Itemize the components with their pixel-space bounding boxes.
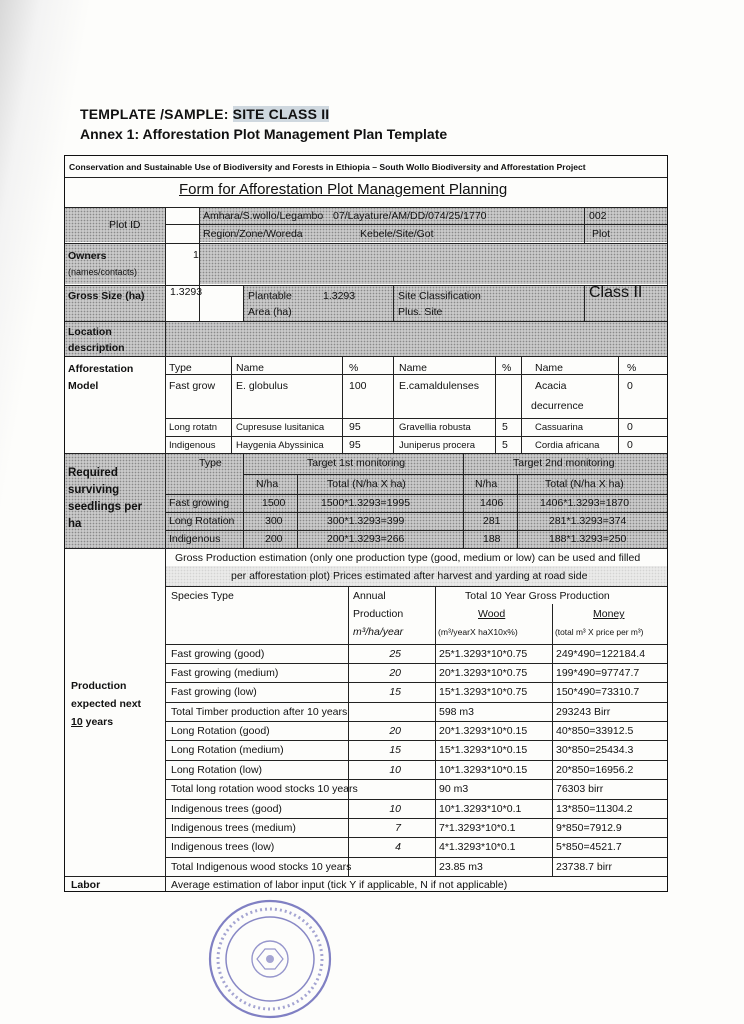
model-row-2-name-3: Cassuarina [535,422,584,433]
production-row-11-money: 5*850=4521.7 [556,841,622,853]
surviving-row-2-total-2: 281*1.3293=374 [549,515,627,527]
surviving-row-1-type: Fast growing [169,497,230,509]
model-row-1-type: Fast grow [169,380,216,392]
classification-label-1: Site Classification [398,290,481,302]
plot-id-label: Plot ID [109,219,141,231]
production-row-4-wood: 598 m3 [439,706,475,718]
production-row-2-money: 199*490=97747.7 [556,667,640,679]
model-row-3-pct-2: 5 [502,439,508,451]
model-row-1-name-3-cont: decurrence [531,400,584,412]
production-row-1-species: Fast growing (good) [171,648,265,660]
surviving-row-2-nha-2: 281 [483,515,501,527]
production-label-1: Production [71,680,127,692]
plantable-label-2: Area (ha) [248,306,292,318]
total-production-header: Total 10 Year Gross Production [465,590,610,602]
model-row-2-pct-3: 0 [627,421,633,433]
model-row-3-type: Indigenous [169,440,216,451]
afforestation-model-label-2: Model [68,380,99,392]
plot-number-label: Plot [592,228,611,240]
money-subheader: (total m³ X price per m³) [555,627,644,637]
production-row-6-annual: 15 [389,744,401,756]
production-row-10-species: Indigenous trees (medium) [171,822,296,834]
model-header-name-2: Name [399,362,428,374]
production-row-3-species: Fast growing (low) [171,686,257,698]
surviving-row-3-nha-1: 200 [265,533,283,545]
plot-management-form [64,155,668,892]
production-row-1-money: 249*490=122184.4 [556,648,646,660]
surviving-label-2: surviving [68,484,120,496]
target-1-nha-header: N/ha [256,478,279,490]
production-row-9-wood: 10*1.3293*10*0.1 [439,803,522,815]
model-row-2-name-1: Cupresuse lusitanica [236,422,325,433]
production-row-8-money: 76303 birr [556,783,604,795]
production-years-number: 10 [71,716,83,728]
heading-site-class: SITE CLASS II [232,106,330,122]
production-note-1: Gross Production estimation (only one production type (good, medium or low) can be used and filled [175,552,641,564]
surviving-row-2-nha-1: 300 [265,515,283,527]
location-value-shade [165,322,667,356]
surviving-row-3-total-1: 200*1.3293=266 [327,533,405,545]
production-row-9-money: 13*850=11304.2 [556,803,633,815]
model-header-pct-1: % [349,362,359,374]
annex-title: Annex 1: Afforestation Plot Management Plan Template [80,126,448,142]
labor-value: Average estimation of labor input (tick Y if applicable, N if not applicable) [171,879,508,891]
location-description-label-1: Location [68,326,112,338]
production-row-7-annual: 10 [389,764,401,776]
production-row-12-wood: 23.85 m3 [439,861,483,873]
model-row-2-name-2: Gravellia robusta [399,422,471,433]
model-row-1-pct-3: 0 [627,380,633,392]
production-row-5-annual: 20 [389,725,401,737]
model-row-1-name-1: E. globulus [236,380,288,392]
production-row-5-wood: 20*1.3293*10*0.15 [439,725,528,737]
production-row-10-wood: 7*1.3293*10*0.1 [439,822,516,834]
model-row-3-pct-3: 0 [627,439,633,451]
production-label-3 [71,716,113,729]
heading-prefix: TEMPLATE /SAMPLE: [80,106,233,122]
production-row-11-annual: 4 [395,841,401,853]
wood-subheader: (m³/yearX haX10x%) [438,627,518,637]
owners-label: Owners [68,250,107,262]
location-description-label-2: description [68,342,125,354]
surviving-row-3-total-2: 188*1.3293=250 [549,533,627,545]
production-row-6-money: 30*850=25434.3 [556,744,634,756]
model-row-1-name-2: E.camaldulenses [399,380,479,392]
production-row-12-species: Total Indigenous wood stocks 10 years [171,861,352,873]
production-row-6-species: Long Rotation (medium) [171,744,284,756]
official-seal-stamp [205,897,335,1022]
production-row-12-money: 23738.7 birr [556,861,613,873]
target-2-header: Target 2nd monitoring [513,457,615,469]
production-row-8-wood: 90 m3 [439,783,469,795]
plot-number-value: 002 [589,210,607,222]
target-2-nha-header: N/ha [475,478,498,490]
production-years-word: years [82,716,114,728]
production-row-7-wood: 10*1.3293*10*0.15 [439,764,528,776]
production-note-2: per afforestation plot) Prices estimated after harvest and yarding at road side [231,570,588,582]
surviving-row-1-nha-2: 1406 [480,497,504,509]
production-row-3-money: 150*490=73310.7 [556,686,640,698]
model-row-1-name-3: Acacia [535,380,567,392]
gross-size-label: Gross Size (ha) [68,290,145,302]
target-1-total-header: Total (N/ha X ha) [327,478,406,490]
species-type-header: Species Type [171,590,234,602]
production-row-9-species: Indigenous trees (good) [171,803,282,815]
production-row-11-species: Indigenous trees (low) [171,841,275,853]
surviving-row-1-total-2: 1406*1.3293=1870 [540,497,630,509]
production-row-1-annual: 25 [389,648,401,660]
surviving-label-4: ha [68,518,82,530]
model-row-2-type: Long rotatn [169,422,218,433]
production-row-5-species: Long Rotation (good) [171,725,270,737]
target-1-header: Target 1st monitoring [307,457,406,469]
production-row-11-wood: 4*1.3293*10*0.1 [439,841,516,853]
production-row-5-money: 40*850=33912.5 [556,725,634,737]
target-2-total-header: Total (N/ha X ha) [545,478,624,490]
surviving-label-1: Required [68,467,118,479]
wood-header: Wood [478,608,506,620]
annual-header-1: Annual [353,590,386,602]
production-row-3-annual: 15 [389,686,401,698]
template-heading [80,106,329,122]
owners-sublabel: (names/contacts) [68,267,138,277]
surviving-row-1-nha-1: 1500 [262,497,286,509]
labor-label: Labor [71,879,101,891]
production-row-2-wood: 20*1.3293*10*0.75 [439,667,528,679]
production-row-9-annual: 10 [389,803,401,815]
plantable-label-1: Plantable [248,290,292,302]
production-row-10-annual: 7 [395,822,401,834]
production-row-4-money: 293243 Birr [556,706,611,718]
model-row-3-name-2: Juniperus procera [399,440,476,451]
production-row-10-money: 9*850=7912.9 [556,822,622,834]
surviving-label-3: seedlings per [68,501,143,513]
model-row-3-pct-1: 95 [349,439,361,451]
model-row-2-pct-2: 5 [502,421,508,433]
surviving-row-3-type: Indigenous [169,533,221,545]
production-row-3-wood: 15*1.3293*10*0.75 [439,686,528,698]
money-header: Money [593,608,625,620]
model-header-name-1: Name [236,362,265,374]
production-row-2-annual: 20 [389,667,401,679]
production-row-8-species: Total long rotation wood stocks 10 years [171,783,358,795]
project-title: Conservation and Sustainable Use of Biodiversity and Forests in Ethiopia – South Wollo Biodiversity and Afforestation Project [69,162,586,172]
afforestation-model-label-1: Afforestation [68,363,134,375]
model-header-name-3: Name [535,362,564,374]
surviving-row-3-nha-2: 188 [483,533,501,545]
model-row-3-name-3: Cordia africana [535,440,600,451]
production-row-7-money: 20*850=16956.2 [556,764,634,776]
surviving-row-1-total-1: 1500*1.3293=1995 [321,497,411,509]
model-header-type: Type [169,362,192,374]
class-value: Class II [589,284,643,301]
kebele-value: 07/Layature/AM/DD/074/25/1770 [333,210,487,222]
surviving-row-2-total-1: 300*1.3293=399 [327,515,405,527]
annual-header-2: Production [353,608,404,620]
production-row-4-species: Total Timber production after 10 years [171,706,348,718]
location-label: Region/Zone/Woreda [203,228,303,240]
annual-header-3: m³/ha/year [353,626,404,638]
production-row-1-wood: 25*1.3293*10*0.75 [439,648,528,660]
production-row-6-wood: 15*1.3293*10*0.15 [439,744,528,756]
owners-value: 1 [193,249,199,261]
surviving-type-header: Type [199,457,222,469]
form-title: Form for Afforestation Plot Management Planning [179,181,508,198]
model-header-pct-3: % [627,362,637,374]
plantable-value: 1.3293 [323,290,356,302]
location-value: Amhara/S.wollo/Legambo [203,210,324,222]
model-row-1-pct-1: 100 [349,380,367,392]
production-label-2: expected next [71,698,142,710]
model-row-3-name-1: Haygenia Abyssinica [236,440,324,451]
model-header-pct-2: % [502,362,512,374]
kebele-label: Kebele/Site/Got [360,228,434,240]
production-row-7-species: Long Rotation (low) [171,764,263,776]
gross-size-value: 1.3293 [170,286,203,298]
surviving-row-2-type: Long Rotation [169,515,235,527]
owners-value-shade [199,244,667,284]
classification-label-2: Plus. Site [398,306,443,318]
model-row-2-pct-1: 95 [349,421,361,433]
production-row-2-species: Fast growing (medium) [171,667,279,679]
